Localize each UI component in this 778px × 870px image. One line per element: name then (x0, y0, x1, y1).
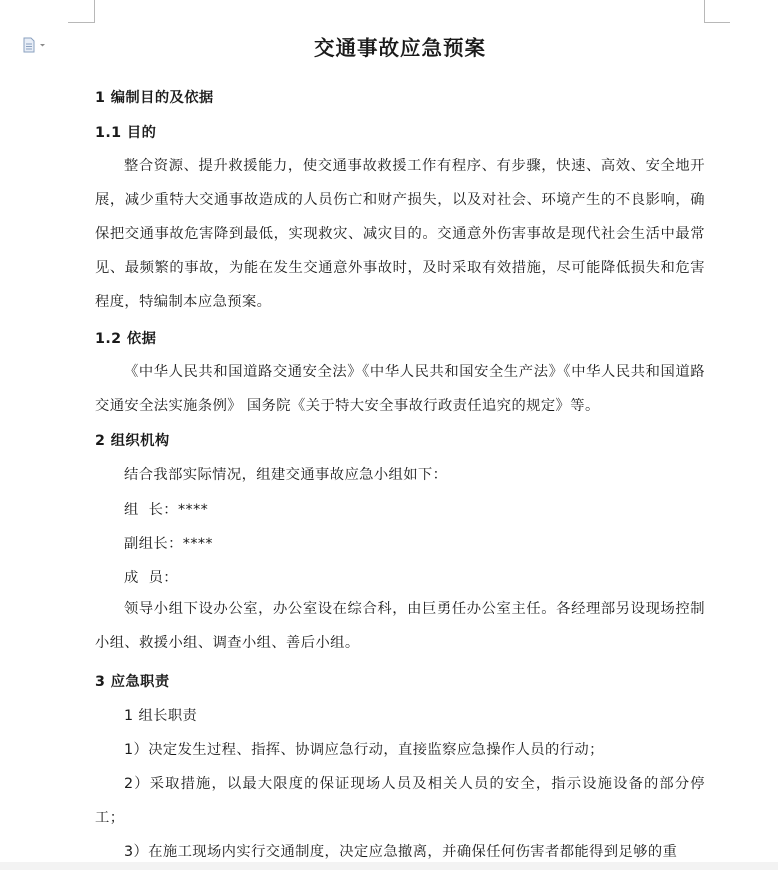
heading-section-2: 2 组织机构 (95, 433, 170, 449)
document-title: 交通事故应急预案 (314, 36, 486, 60)
crop-mark-left-horizontal (68, 22, 95, 23)
bottom-edge (0, 862, 778, 870)
heading-section-1: 1 编制目的及依据 (95, 90, 214, 106)
organization-leader: 组 长：**** (124, 502, 209, 518)
paragraph-purpose: 整合资源、提升救援能力，使交通事故救援工作有程序、有步骤，快速、高效、安全地开展，减少重特大交通事故造成的人员伤亡和财产损失，以及对社会、环境产生的不良影响，确保把交通事故危害降到最低，实现救灾、减灾目的。交通意外伤害事故是现代社会生活中最常见、最频繁的事故，为能在发生交通意外事故时，及时采取有效措施，尽可能降低损失和危害程度，特编制本应急预案。 (95, 158, 705, 310)
heading-section-3: 3 应急职责 (95, 674, 170, 690)
crop-mark-right-vertical (704, 0, 705, 22)
subheading-leader-duties: 1 组长职责 (124, 708, 198, 724)
paragraph-basis: 《中华人民共和国道路交通安全法》《中华人民共和国安全生产法》《中华人民共和国道路交通安全法实施条例》 国务院《关于特大安全事故行政责任追究的规定》等。 (95, 364, 705, 414)
paragraph-organization: 领导小组下设办公室，办公室设在综合科，由巨勇任办公室主任。各经理部另设现场控制小组、救援小组、调查小组、善后小组。 (95, 601, 705, 651)
duty-item-3: 3）在施工现场内实行交通制度，决定应急撤离，并确保任何伤害者都能得到足够的重 (124, 844, 678, 860)
document-outline-icon[interactable] (22, 37, 48, 53)
crop-mark-right-horizontal (704, 22, 730, 23)
organization-deputy: 副组长：**** (124, 536, 213, 552)
organization-members: 成 员： (124, 570, 178, 586)
crop-mark-left-vertical (94, 0, 95, 22)
heading-section-1-1: 1.1 目的 (95, 125, 157, 141)
heading-section-1-2: 1.2 依据 (95, 331, 157, 347)
organization-intro: 结合我部实际情况，组建交通事故应急小组如下： (124, 467, 448, 483)
duty-item-2: 2）采取措施，以最大限度的保证现场人员及相关人员的安全，指示设施设备的部分停工； (95, 776, 705, 826)
duty-item-1: 1）决定发生过程、指挥、协调应急行动，直接监察应急操作人员的行动； (124, 742, 604, 758)
